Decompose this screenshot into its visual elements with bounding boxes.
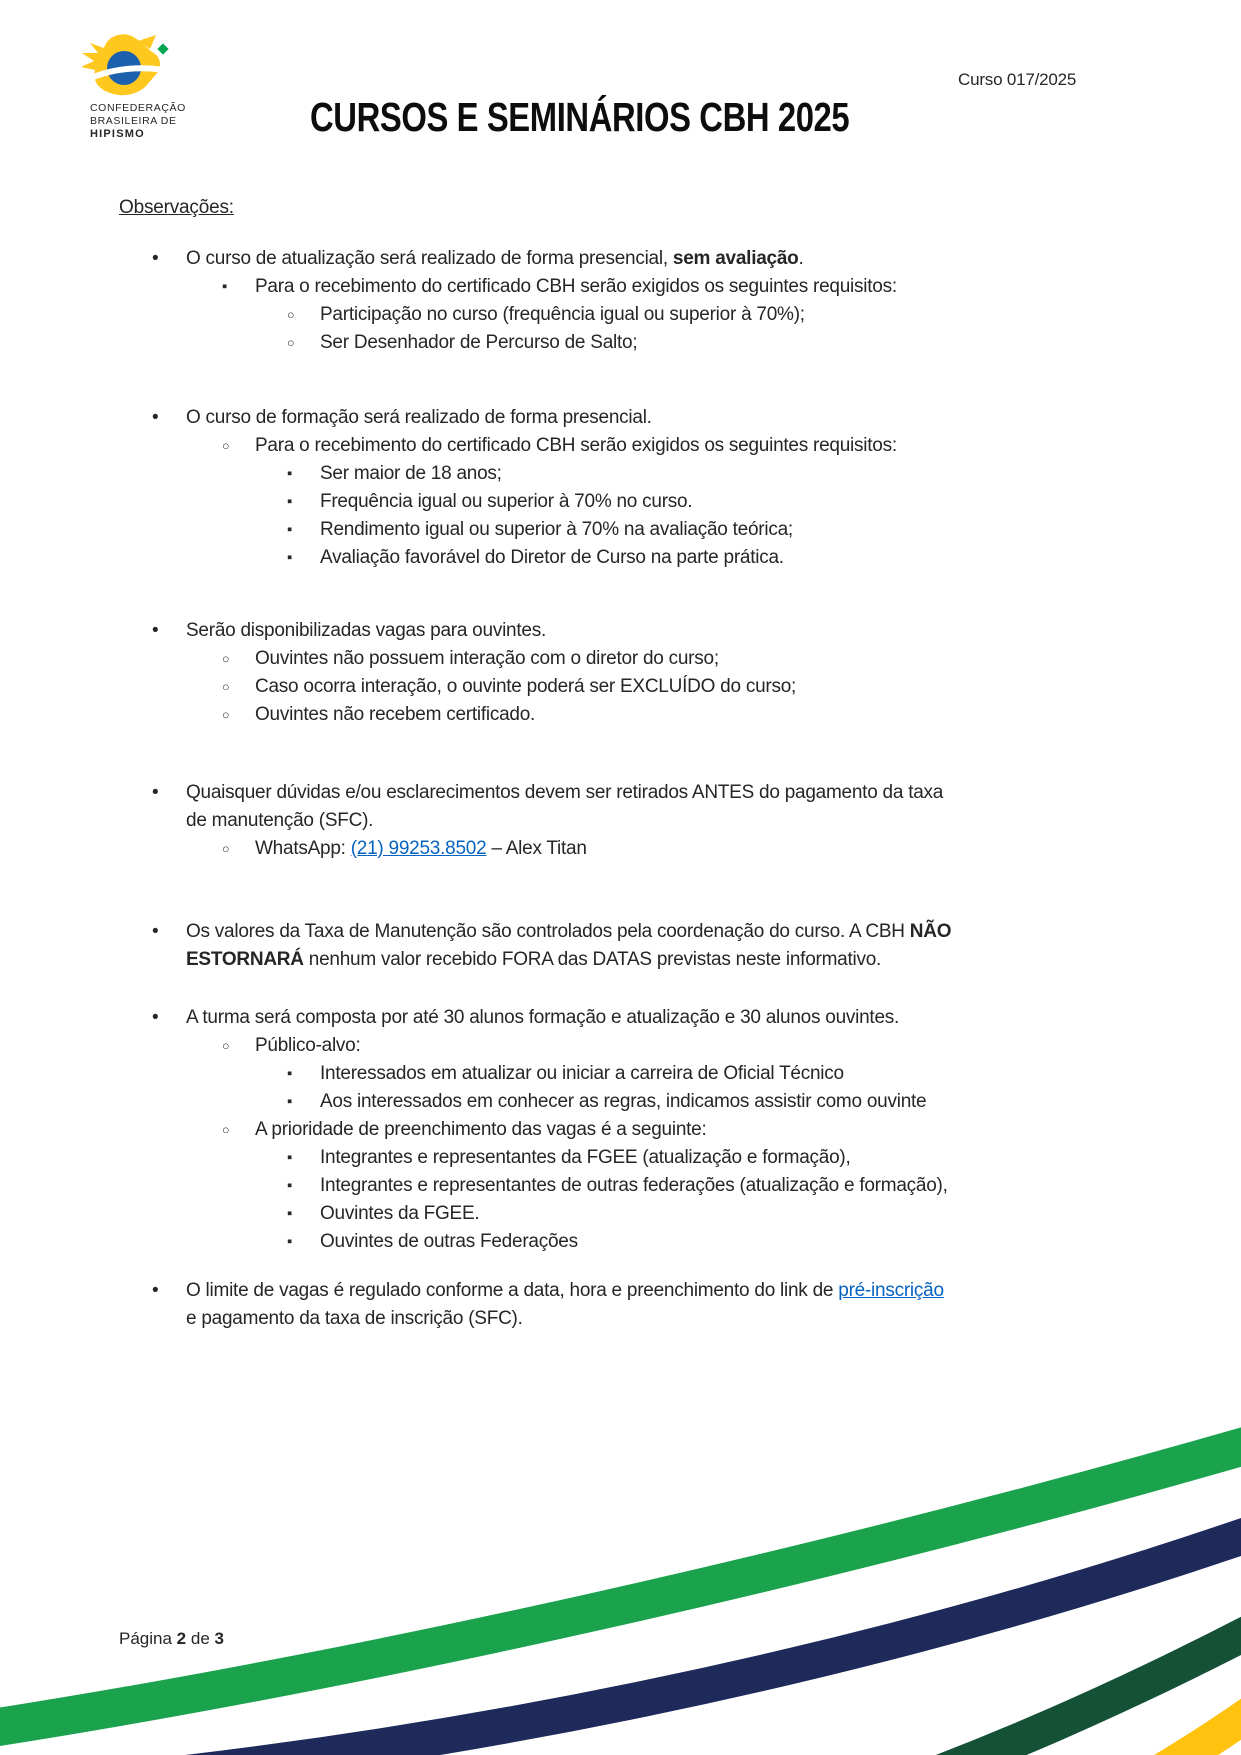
disc-bullet-icon: •: [152, 407, 159, 428]
text-segment: Público-alvo:: [255, 1035, 361, 1056]
list-item: [119, 1172, 1039, 1200]
list-item: [119, 273, 1039, 301]
circle-bullet-icon: ○: [222, 1123, 230, 1137]
list-item-text: [186, 620, 546, 641]
list-item-text: [320, 491, 692, 512]
text-segment: Integrantes e representantes da FGEE (atualização e formação),: [320, 1147, 851, 1168]
list-item: [119, 1200, 1039, 1228]
circle-bullet-icon: ○: [222, 439, 230, 453]
square-bullet-icon: ▪: [287, 1205, 293, 1222]
list-item: [119, 1228, 1039, 1256]
circle-bullet-icon: ○: [222, 708, 230, 722]
logo-org-line1: CONFEDERAÇÃO: [90, 102, 186, 114]
text-segment: Ouvintes de outras Federações: [320, 1231, 578, 1252]
list-item: [119, 1060, 1039, 1088]
text-segment: Aos interessados em conhecer as regras, indicamos assistir como ouvinte: [320, 1091, 927, 1112]
list-item-text: [255, 1119, 707, 1140]
list-item: [119, 779, 1039, 835]
square-bullet-icon: ▪: [287, 465, 293, 482]
square-bullet-icon: ▪: [287, 521, 293, 538]
list-item: [119, 432, 1039, 460]
list-item: [119, 404, 1039, 432]
list-item-text: [320, 1231, 578, 1252]
circle-bullet-icon: ○: [222, 1039, 230, 1053]
text-segment: nenhum valor recebido FORA das DATAS previstas neste informativo.: [303, 949, 882, 970]
disc-bullet-icon: •: [152, 620, 159, 641]
list-item: [119, 645, 1039, 673]
square-bullet-icon: ▪: [287, 1149, 293, 1166]
list-item: [119, 544, 1039, 572]
list-item-text: [255, 676, 796, 697]
square-bullet-icon: ▪: [222, 278, 228, 295]
text-segment: Caso ocorra interação, o ouvinte poderá ser EXCLUÍDO do curso;: [255, 676, 797, 697]
text-segment: WhatsApp:: [255, 838, 351, 859]
list-item: [119, 1144, 1039, 1172]
text-segment: A prioridade de preenchimento das vagas é a seguinte:: [255, 1119, 707, 1140]
text-segment: e pagamento da taxa de inscrição (SFC).: [186, 1308, 523, 1329]
disc-bullet-icon: •: [152, 248, 159, 269]
list-item: [119, 1032, 1039, 1060]
list-item-text: [186, 248, 804, 269]
square-bullet-icon: ▪: [287, 549, 293, 566]
square-bullet-icon: ▪: [287, 1177, 293, 1194]
text-segment: Frequência igual ou superior à 70% no curso.: [320, 491, 693, 512]
text-segment: Os valores da Taxa de Manutenção são controlados pela coordenação do curso. A CBH: [186, 921, 910, 942]
text-segment: Integrantes e representantes de outras federações (atualização e formação),: [320, 1175, 948, 1196]
list-item-text: [320, 1063, 844, 1084]
observations-list: [119, 245, 1039, 1333]
list-item-text: [255, 648, 719, 669]
list-item: [119, 1116, 1039, 1144]
list-item: [119, 701, 1039, 729]
list-item: [119, 673, 1039, 701]
text-segment: Rendimento igual ou superior à 70% na avaliação teórica;: [320, 519, 793, 540]
list-item-text: [255, 1035, 361, 1056]
document-body: [119, 194, 1039, 1333]
list-item: [119, 329, 1039, 357]
list-item-text: [320, 1147, 851, 1168]
text-segment: Interessados em atualizar ou iniciar a carreira de Oficial Técnico: [320, 1063, 844, 1084]
list-item: [119, 1088, 1039, 1116]
page-title: CURSOS E SEMINÁRIOS CBH 2025: [310, 94, 850, 140]
list-item-text: [255, 704, 535, 725]
list-item: [119, 301, 1039, 329]
text-segment: Ouvintes da FGEE.: [320, 1203, 480, 1224]
list-item-text: [320, 547, 784, 568]
text-segment: Página: [119, 1629, 177, 1648]
text-segment: NÃO: [909, 921, 952, 942]
text-segment: O curso de atualização será realizado de forma presencial,: [186, 248, 673, 269]
text-segment: A turma será composta por até 30 alunos formação e atualização e 30 alunos ouvintes.: [186, 1007, 900, 1028]
list-item-text: [186, 921, 951, 970]
square-bullet-icon: ▪: [287, 1065, 293, 1082]
list-item-text: [320, 519, 793, 540]
text-segment: Participação no curso (frequência igual ou superior à 70%);: [320, 304, 805, 325]
text-segment: Ouvintes não possuem interação com o diretor do curso;: [255, 648, 719, 669]
logo-sparkle-icon: [157, 43, 168, 54]
circle-bullet-icon: ○: [222, 842, 230, 856]
text-segment: Quaisquer dúvidas e/ou esclarecimentos devem ser retirados ANTES do pagamento da taxa: [186, 782, 944, 803]
list-item: [119, 460, 1039, 488]
list-item: [119, 835, 1039, 863]
list-item: [119, 1277, 1039, 1333]
text-segment: 2: [176, 1629, 187, 1648]
text-segment: Para o recebimento do certificado CBH serão exigidos os seguintes requisitos:: [255, 435, 897, 456]
list-item: [119, 617, 1039, 645]
circle-bullet-icon: ○: [222, 680, 230, 694]
text-segment: ESTORNARÁ: [186, 949, 304, 970]
horse-logo-icon: [80, 32, 190, 98]
list-item-text: [320, 1091, 926, 1112]
disc-bullet-icon: •: [152, 921, 159, 942]
list-item: [119, 1004, 1039, 1032]
text-segment: Ser maior de 18 anos;: [320, 463, 502, 484]
text-segment: Avaliação favorável do Diretor de Curso na parte prática.: [320, 547, 784, 568]
course-reference: Curso 017/2025: [958, 70, 1077, 89]
text-segment: O limite de vagas é regulado conforme a data, hora e preenchimento do link de: [186, 1280, 839, 1301]
text-segment: Ser Desenhador de Percurso de Salto;: [320, 332, 638, 353]
list-item: [119, 516, 1039, 544]
list-item-text: [320, 304, 805, 325]
hyperlink[interactable]: (21) 99253.8502: [350, 838, 487, 859]
observations-heading: Observações:: [119, 197, 234, 218]
page-number: [119, 1629, 224, 1649]
list-item-text: [320, 463, 502, 484]
disc-bullet-icon: •: [152, 1280, 159, 1301]
list-item-text: [186, 782, 943, 831]
text-segment: Serão disponibilizadas vagas para ouvintes.: [186, 620, 546, 641]
list-item-text: [255, 435, 897, 456]
circle-bullet-icon: ○: [222, 652, 230, 666]
square-bullet-icon: ▪: [287, 493, 293, 510]
list-item: [119, 488, 1039, 516]
text-segment: .: [798, 248, 804, 269]
list-item-text: [255, 838, 587, 859]
text-segment: de: [186, 1629, 215, 1648]
disc-bullet-icon: •: [152, 1007, 159, 1028]
bottom-swoosh-decoration: [0, 1325, 1241, 1755]
circle-bullet-icon: ○: [287, 336, 295, 350]
list-item-text: [320, 1203, 479, 1224]
logo-org-line2: BRASILEIRA DE: [90, 115, 177, 127]
hyperlink[interactable]: pré-inscrição: [838, 1280, 944, 1301]
text-segment: O curso de formação será realizado de forma presencial.: [186, 407, 652, 428]
list-item-text: [320, 332, 637, 353]
cbh-logo: [80, 32, 200, 141]
text-segment: sem avaliação: [672, 248, 799, 269]
text-segment: – Alex Titan: [486, 838, 587, 859]
disc-bullet-icon: •: [152, 782, 159, 803]
text-segment: de manutenção (SFC).: [186, 810, 374, 831]
list-item: [119, 918, 1039, 974]
logo-org-line3: HIPISMO: [90, 128, 145, 140]
circle-bullet-icon: ○: [287, 308, 295, 322]
list-item-text: [320, 1175, 948, 1196]
list-item-text: [186, 1007, 899, 1028]
text-segment: Para o recebimento do certificado CBH serão exigidos os seguintes requisitos:: [255, 276, 897, 297]
list-item-text: [186, 407, 652, 428]
text-segment: Ouvintes não recebem certificado.: [255, 704, 536, 725]
list-item: [119, 245, 1039, 273]
square-bullet-icon: ▪: [287, 1093, 293, 1110]
square-bullet-icon: ▪: [287, 1233, 293, 1250]
list-item-text: [255, 276, 897, 297]
text-segment: 3: [214, 1629, 224, 1648]
list-item-text: [186, 1280, 944, 1329]
